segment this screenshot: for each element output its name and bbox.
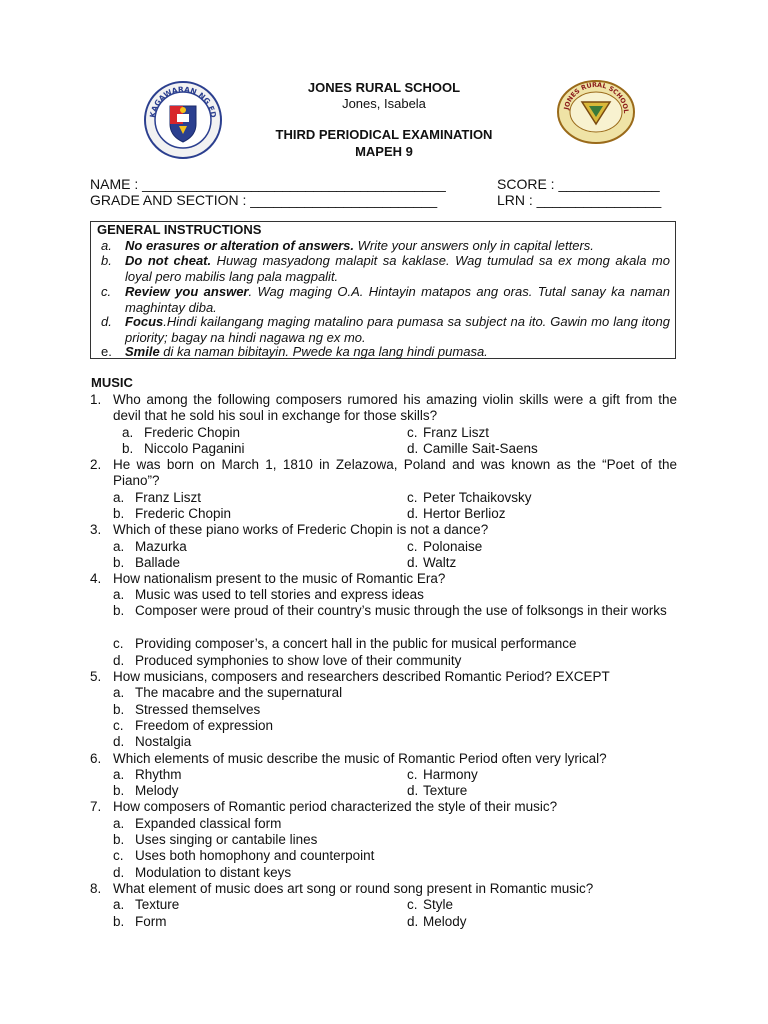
school-logo-text: JONES RURAL SCHOOL	[562, 80, 631, 114]
question-number: 8.	[90, 881, 102, 896]
question-text: How musicians, composers and researchers described Romantic Period? EXCEPT	[113, 669, 610, 684]
section-title: MUSIC	[91, 375, 133, 390]
question-text: Which elements of music describe the music of Romantic Period often very lyrical?	[113, 751, 607, 766]
instruction-body: Huwag masyadong malapit sa kaklase. Wag tumulad sa ex mong akala mo loyal pero mabilis lang pala magpalit.	[125, 253, 670, 284]
exam-title: THIRD PERIODICAL EXAMINATION	[275, 127, 493, 142]
lrn-field[interactable]: LRN : ________________	[497, 192, 662, 208]
question-number: 3.	[90, 522, 102, 537]
question-text: Who among the following composers rumored his amazing violin skills were a gift from the devil that he sold his soul in exchange for those skills?	[113, 392, 677, 424]
instruction-label: d.	[101, 314, 112, 329]
instruction-body: .Hindi kailangang maging matalino para pumasa sa subject na ito. Gawin mo lang itong priority; bagay na hindi nagawa ng ex mo.	[125, 314, 670, 345]
question-text: Which of these piano works of Frederic Chopin is not a dance?	[113, 522, 489, 537]
question-text: How composers of Romantic period characterized the style of their music?	[113, 799, 558, 814]
deped-logo-text: KAGAWARAN NG ED	[148, 84, 218, 119]
instruction-label: b.	[101, 253, 112, 268]
question-number: 6.	[90, 751, 102, 766]
instruction-body: di ka naman bibitayin. Pwede ka nga lang hindi pumasa.	[159, 344, 488, 359]
instruction-label: c.	[101, 284, 112, 299]
instruction-body: . Wag maging O.A. Hintayin matapos ang oras. Tutal sanay ka naman maghintay diba.	[125, 284, 670, 315]
instruction-head: Do not cheat.	[125, 253, 212, 268]
score-field[interactable]: SCORE : _____________	[497, 176, 660, 192]
question-text: How nationalism present to the music of Romantic Era?	[113, 571, 446, 586]
instruction-head: Review you answer	[125, 284, 249, 299]
question-text: What element of music does art song or round song present in Romantic music?	[113, 881, 594, 896]
instruction-head: Smile	[125, 344, 160, 359]
question-number: 7.	[90, 799, 102, 814]
question-number: 2.	[90, 457, 102, 472]
school-location: Jones, Isabela	[342, 96, 426, 111]
school-name: JONES RURAL SCHOOL	[307, 80, 461, 95]
instruction-label: e.	[101, 344, 112, 359]
exam-subject: MAPEH 9	[355, 144, 413, 159]
instruction-label: a.	[101, 238, 112, 253]
instruction-head: No erasures or alteration of answers.	[125, 238, 355, 253]
name-field[interactable]: NAME : _______________________________________	[90, 176, 446, 192]
question-number: 1.	[90, 392, 102, 407]
instruction-head: Focus	[125, 314, 164, 329]
question-text: He was born on March 1, 1810 in Zelazowa, Poland and was known as the “Poet of the Piano”?	[113, 457, 677, 489]
instruction-body: Write your answers only in capital letters.	[354, 238, 594, 253]
grade-section-field[interactable]: GRADE AND SECTION : ________________________	[90, 192, 438, 208]
instructions-title: GENERAL INSTRUCTIONS	[97, 222, 262, 237]
question-number: 4.	[90, 571, 102, 586]
question-number: 5.	[90, 669, 102, 684]
